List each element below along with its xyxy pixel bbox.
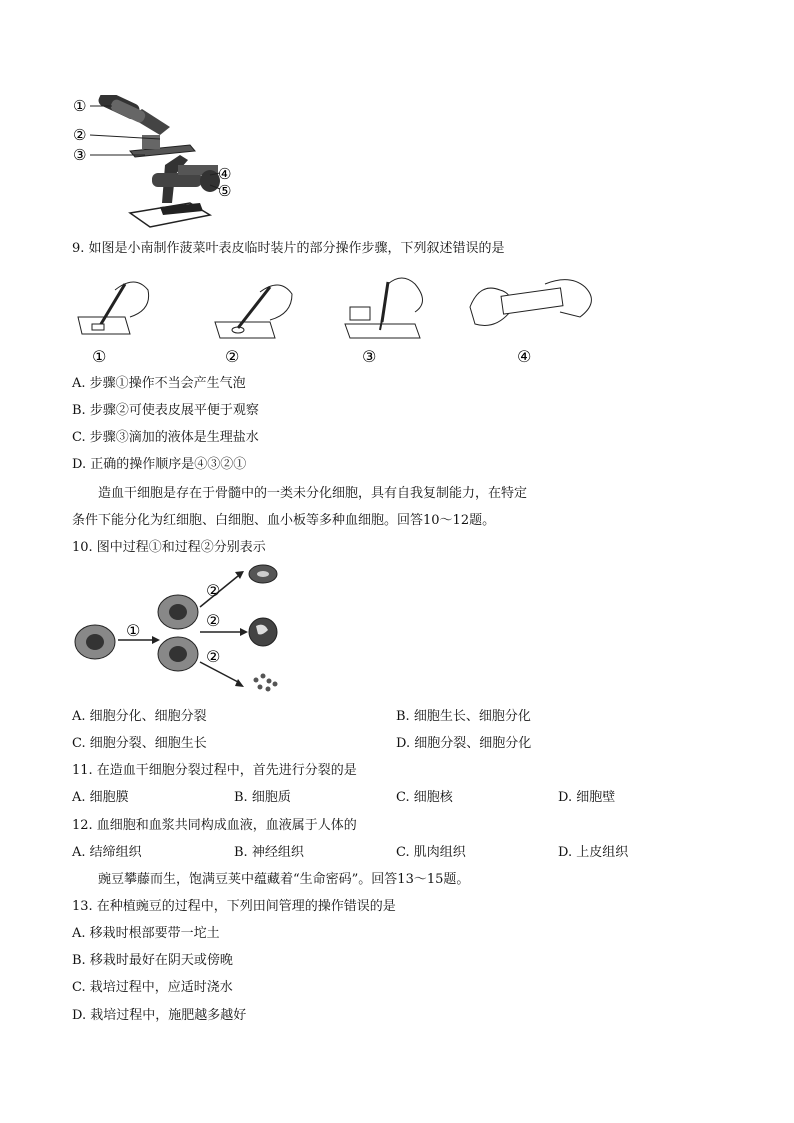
q12-option-c: C. 肌肉组织 xyxy=(396,845,466,860)
process-label-2b: ② xyxy=(206,611,221,630)
q10-stem: 10. 图中过程①和过程②分别表示 xyxy=(72,540,266,555)
q10-option-d: D. 细胞分裂、细胞分化 xyxy=(396,736,532,751)
q13-option-a: A. 移栽时根部要带一坨土 xyxy=(72,926,220,941)
microscope-label-2: ② xyxy=(73,126,87,144)
step-label-4: ④ xyxy=(517,347,532,366)
microscope-label-3: ③ xyxy=(73,146,87,164)
step1-illustration xyxy=(78,282,149,334)
q10-option-b: B. 细胞生长、细胞分化 xyxy=(396,709,531,724)
q13-option-b: B. 移栽时最好在阴天或傍晚 xyxy=(72,953,233,968)
step-label-3: ③ xyxy=(362,347,377,366)
q12-stem: 12. 血细胞和血浆共同构成血液，血液属于人体的 xyxy=(72,818,357,833)
q9-option-c: C. 步骤③滴加的液体是生理盐水 xyxy=(72,430,259,445)
microscope-label-4: ④ xyxy=(218,165,232,183)
process-label-1: ① xyxy=(126,621,141,640)
q11-option-d: D. 细胞壁 xyxy=(558,790,616,805)
q9-option-b: B. 步骤②可使表皮展平便于观察 xyxy=(72,403,259,418)
process-label-2c: ② xyxy=(206,647,221,666)
slide-steps-figure xyxy=(70,272,610,367)
q9-option-d: D. 正确的操作顺序是④③②① xyxy=(72,457,247,472)
step-label-2: ② xyxy=(225,347,240,366)
q12-option-d: D. 上皮组织 xyxy=(558,845,629,860)
microscope-label-5: ⑤ xyxy=(218,182,232,200)
q11-option-b: B. 细胞质 xyxy=(234,790,291,805)
passage2-line1: 豌豆攀藤而生，饱满豆荚中蕴藏着“生命密码”。回答13～15题。 xyxy=(98,872,470,887)
passage1-line2: 条件下能分化为红细胞、白细胞、血小板等多种血细胞。回答10～12题。 xyxy=(72,513,496,528)
q10-option-a: A. 细胞分化、细胞分裂 xyxy=(72,709,207,724)
q11-option-c: C. 细胞核 xyxy=(396,790,453,805)
step4-illustration xyxy=(470,280,591,326)
q12-option-a: A. 结缔组织 xyxy=(72,845,142,860)
cell-differentiation-figure xyxy=(70,562,290,702)
microscope-figure xyxy=(70,95,250,230)
step3-illustration xyxy=(345,278,423,338)
q10-option-c: C. 细胞分裂、细胞生长 xyxy=(72,736,207,751)
q11-option-a: A. 细胞膜 xyxy=(72,790,129,805)
step-label-1: ① xyxy=(92,347,107,366)
q13-stem: 13. 在种植豌豆的过程中，下列田间管理的操作错误的是 xyxy=(72,899,396,914)
q13-option-d: D. 栽培过程中，施肥越多越好 xyxy=(72,1008,247,1023)
q13-option-c: C. 栽培过程中，应适时浇水 xyxy=(72,980,233,995)
q12-option-b: B. 神经组织 xyxy=(234,845,304,860)
microscope-label-1: ① xyxy=(73,97,87,115)
q11-stem: 11. 在造血干细胞分裂过程中，首先进行分裂的是 xyxy=(72,763,357,778)
q9-option-a: A. 步骤①操作不当会产生气泡 xyxy=(72,376,246,391)
process-label-2a: ② xyxy=(206,581,221,600)
q9-stem: 9. 如图是小南制作菠菜叶表皮临时装片的部分操作步骤，下列叙述错误的是 xyxy=(72,241,505,256)
passage1-line1: 造血干细胞是存在于骨髓中的一类未分化细胞，具有自我复制能力，在特定 xyxy=(98,486,528,501)
step2-illustration xyxy=(215,285,292,338)
